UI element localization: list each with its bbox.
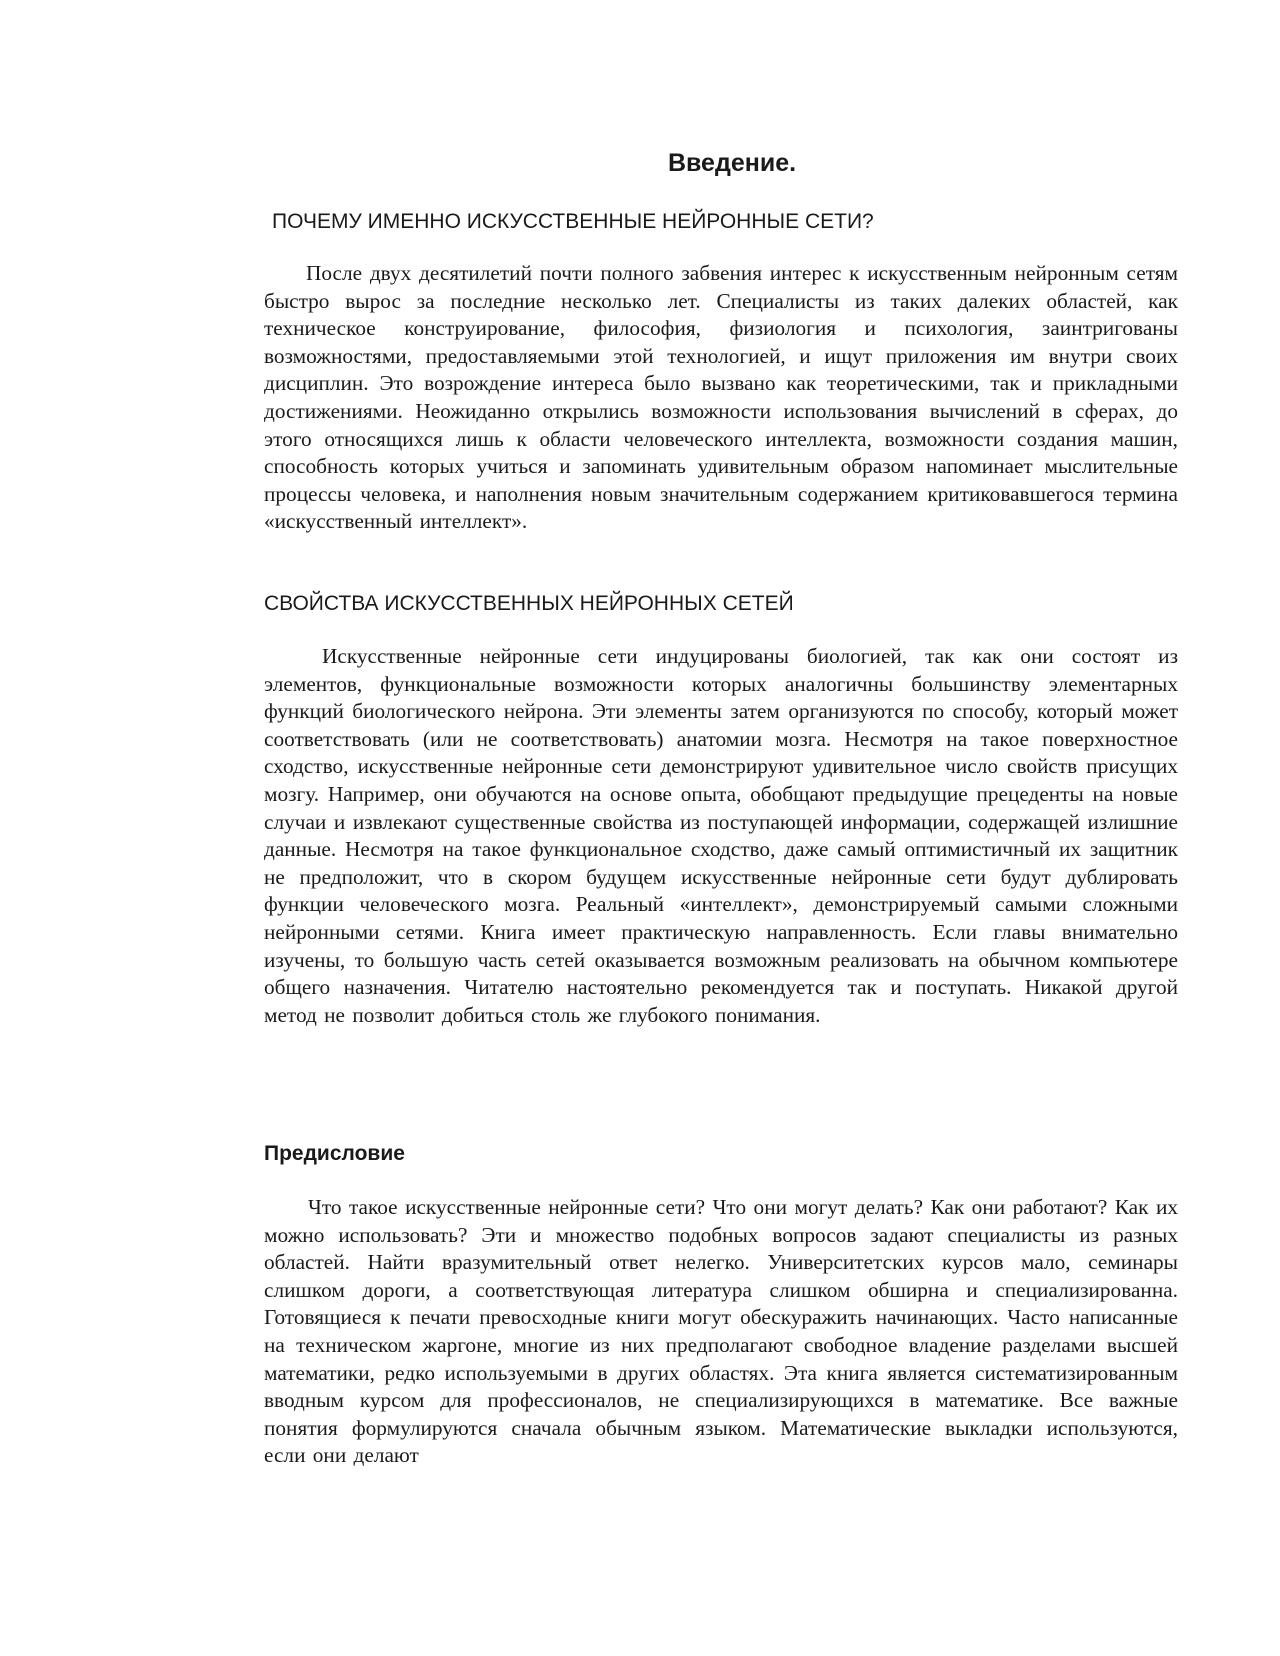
section-paragraph-why-neural-networks: После двух десятилетий почти полного забвения интерес к искусственным нейронным сетям быстро вырос за последние несколько лет. Специалисты из таких далеких областей, как техническое конструирование, философия, физиология и психология, заинтригованы возможностями, предоставляемыми этой технологией, и ищут приложения им внутри своих дисциплин. Это возрождение интереса было вызвано как теоретическими, так и прикладными достижениями. Неожиданно открылись возможности использования вычислений в сферах, до этого относящихся лишь к области человеческого интеллекта, возможности создания машин, способность которых учиться и запоминать удивительным образом напоминает мыслительные процессы человека, и наполнения новым значительным содержанием критиковавшегося термина «искусственный интеллект». <box>264 261 1178 534</box>
section-heading-why-neural-networks: ПОЧЕМУ ИМЕННО ИСКУССТВЕННЫЕ НЕЙРОННЫЕ СЕТИ? <box>272 210 874 233</box>
section-paragraph-properties: Искусственные нейронные сети индуцированы биологией, так как они состоят из элементов, функциональные возможности которых аналогичны большинству элементарных функций биологического нейрона. Эти элементы затем организуются по способу, который может соответствовать (или не соответствовать) анатомии мозга. Несмотря на такое поверхностное сходство, искусственные нейронные сети демонстрируют удивительное число свойств присущих мозгу. Например, они обучаются на основе опыта, обобщают предыдущие прецеденты на новые случаи и извлекают существенные свойства из поступающей информации, содержащей излишние данные. Несмотря на такое функциональное сходство, даже самый оптимистичный их защитник не предположит, что в скором будущем искусственные нейронные сети будут дублировать функции человеческого мозга. Реальный «интеллект», демонстрируемый самыми сложными нейронными сетями. Книга имеет практическую направленность. Если главы внимательно изучены, то большую часть сетей оказывается возможным реализовать на обычном компьютере общего назначения. Читателю настоятельно рекомендуется так и поступать. Никакой другой метод не позволит добиться столь же глубокого понимания. <box>264 644 1178 1027</box>
section-heading-properties: СВОЙСТВА ИСКУССТВЕННЫХ НЕЙРОННЫХ СЕТЕЙ <box>264 592 794 615</box>
section-heading-preface: Предисловие <box>264 1142 405 1165</box>
page-title: Введение. <box>667 149 797 177</box>
section-paragraph-preface: Что такое искусственные нейронные сети? Что они могут делать? Как они работают? Как их можно использовать? Эти и множество подобных вопросов задают специалисты из разных областей. Найти вразумительный ответ нелегко. Университетских курсов мало, семинары слишком дороги, а соответствующая литература слишком обширна и специализированна. Готовящиеся к печати превосходные книги могут обескуражить начинающих. Часто написанные на техническом жаргоне, многие из них предполагают свободное владение разделами высшей математики, редко используемыми в других областях. Эта книга является систематизированным вводным курсом для профессионалов, не специализирующихся в математике. Все важные понятия формулируются сначала обычным языком. Математические выкладки используются, если они делают <box>264 1195 1178 1468</box>
